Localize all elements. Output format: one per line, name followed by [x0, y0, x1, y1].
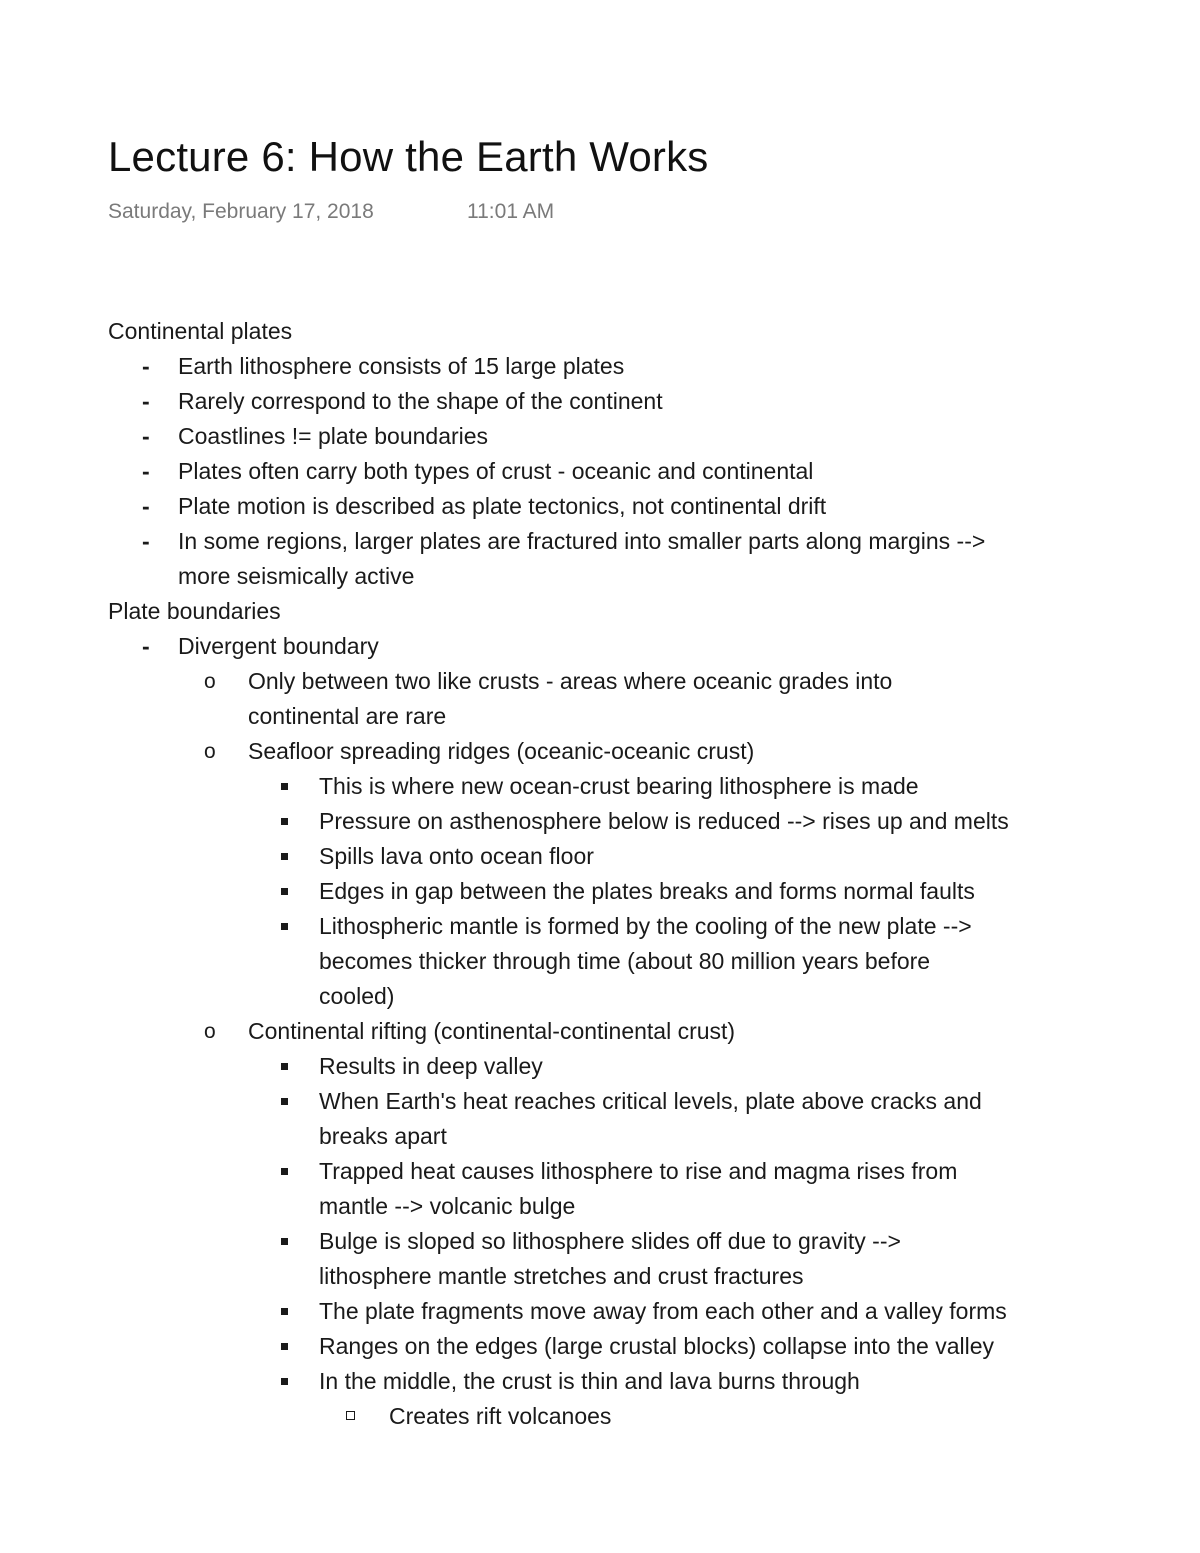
square-bullet-icon [281, 1168, 288, 1175]
circle-bullet-icon: o [204, 670, 216, 693]
outline-item-text: Plate motion is described as plate tectonics, not continental drift [178, 493, 827, 519]
circle-bullet-icon: o [204, 740, 216, 763]
square-bullet-icon [281, 783, 288, 790]
outline-item-text: cooled) [319, 983, 395, 1009]
dash-bullet-icon: - [142, 458, 150, 484]
outline-item-text: Plates often carry both types of crust - oceanic and continental [178, 458, 814, 484]
outline-item [0, 1329, 1200, 1364]
outline-item-text: The plate fragments move away from each other and a valley forms [319, 1298, 1007, 1324]
square-bullet-icon [281, 888, 288, 895]
outline-item [0, 489, 1200, 524]
outline-item-text: Spills lava onto ocean floor [319, 843, 594, 869]
outline-item [0, 664, 1200, 699]
section-heading [0, 314, 1200, 349]
outline-item-text: breaks apart [319, 1123, 447, 1149]
section-heading [0, 594, 1200, 629]
note-time: 11:01 AM [467, 200, 555, 223]
outline-item-text: Lithospheric mantle is formed by the cooling of the new plate --> [319, 913, 972, 939]
square-bullet-icon [281, 1098, 288, 1105]
outline-item-text: Edges in gap between the plates breaks and forms normal faults [319, 878, 975, 904]
dash-bullet-icon: - [142, 423, 150, 449]
square-bullet-icon [281, 818, 288, 825]
outline-item [0, 1119, 1200, 1154]
outline-item [0, 874, 1200, 909]
outline-item [0, 1154, 1200, 1189]
outline-item [0, 1014, 1200, 1049]
outline-item-text: becomes thicker through time (about 80 million years before [319, 948, 931, 974]
square-bullet-icon [281, 1063, 288, 1070]
outline-item-text: Trapped heat causes lithosphere to rise and magma rises from [319, 1158, 958, 1184]
hollow-square-bullet-icon [346, 1411, 355, 1420]
outline-item [0, 1364, 1200, 1399]
outline-item-text: Creates rift volcanoes [389, 1403, 612, 1429]
outline-item [0, 1259, 1200, 1294]
outline-item-text: Earth lithosphere consists of 15 large plates [178, 353, 625, 379]
dash-bullet-icon: - [142, 528, 150, 554]
outline-item-text: In the middle, the crust is thin and lava burns through [319, 1368, 860, 1394]
outline-item-text: Bulge is sloped so lithosphere slides off due to gravity --> [319, 1228, 901, 1254]
outline-item-text: Seafloor spreading ridges (oceanic-oceanic crust) [248, 738, 755, 764]
outline-item-text: Plate boundaries [108, 598, 281, 624]
dash-bullet-icon: - [142, 353, 150, 379]
outline-item-text: Results in deep valley [319, 1053, 543, 1079]
outline-item-text: Pressure on asthenosphere below is reduced --> rises up and melts [319, 808, 1009, 834]
dash-bullet-icon: - [142, 633, 150, 659]
outline-item [0, 629, 1200, 664]
outline-item-text: This is where new ocean-crust bearing lithosphere is made [319, 773, 919, 799]
dash-bullet-icon: - [142, 493, 150, 519]
outline-item [0, 454, 1200, 489]
square-bullet-icon [281, 1343, 288, 1350]
outline-item [0, 384, 1200, 419]
outline-item [0, 419, 1200, 454]
note-date: Saturday, February 17, 2018 [108, 200, 374, 223]
outline-item [0, 944, 1200, 979]
outline-item-text: Rarely correspond to the shape of the continent [178, 388, 663, 414]
outline-item [0, 839, 1200, 874]
outline-item [0, 1049, 1200, 1084]
outline-item [0, 1399, 1200, 1434]
outline-item-text: Continental rifting (continental-continental crust) [248, 1018, 736, 1044]
outline-item-text: lithosphere mantle stretches and crust fractures [319, 1263, 804, 1289]
outline-item-text: continental are rare [248, 703, 447, 729]
circle-bullet-icon: o [204, 1020, 216, 1043]
outline-item [0, 559, 1200, 594]
square-bullet-icon [281, 1308, 288, 1315]
outline-item [0, 699, 1200, 734]
outline-item-text: Divergent boundary [178, 633, 379, 659]
outline-item [0, 1294, 1200, 1329]
outline-item [0, 1084, 1200, 1119]
outline-item [0, 349, 1200, 384]
outline-item-text: Ranges on the edges (large crustal blocks) collapse into the valley [319, 1333, 995, 1359]
outline-item-text: more seismically active [178, 563, 415, 589]
outline-item [0, 1224, 1200, 1259]
dash-bullet-icon: - [142, 388, 150, 414]
outline-item-text: mantle --> volcanic bulge [319, 1193, 576, 1219]
square-bullet-icon [281, 853, 288, 860]
outline-item-text: In some regions, larger plates are fractured into smaller parts along margins --> [178, 528, 986, 554]
note-body [0, 314, 1200, 1434]
outline-item [0, 769, 1200, 804]
outline-item [0, 909, 1200, 944]
square-bullet-icon [281, 1238, 288, 1245]
page-title: Lecture 6: How the Earth Works [108, 133, 709, 180]
outline-item-text: Continental plates [108, 318, 293, 344]
outline-item-text: When Earth's heat reaches critical levels, plate above cracks and [319, 1088, 982, 1114]
outline-item [0, 1189, 1200, 1224]
outline-item [0, 804, 1200, 839]
outline-item [0, 979, 1200, 1014]
outline-item-text: Coastlines != plate boundaries [178, 423, 489, 449]
outline-item [0, 524, 1200, 559]
outline-item [0, 734, 1200, 769]
outline-item-text: Only between two like crusts - areas where oceanic grades into [248, 668, 893, 694]
square-bullet-icon [281, 923, 288, 930]
square-bullet-icon [281, 1378, 288, 1385]
